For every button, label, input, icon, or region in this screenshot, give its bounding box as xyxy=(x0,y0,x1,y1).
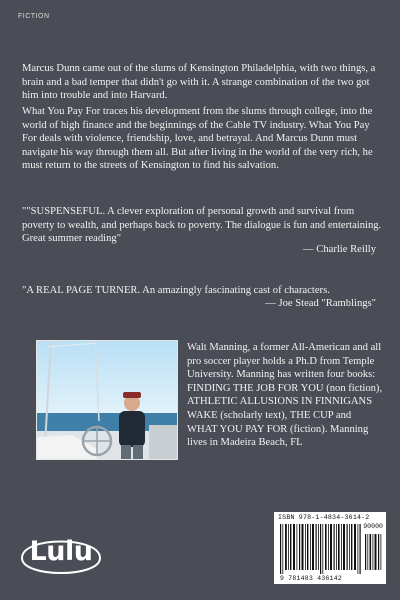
author-bio: Walt Manning, a former All-American and all pro soccer player holds a Ph.D from Temple University. Manning has written four books: FINDING THE JOB FOR YOU (non fiction), ATHLETIC ALLUSIONS IN FINNIGANS WAKE (scholarly text), THE CUP and WHAT YOU PAY FOR (fiction). Manning lives in Madeira Beach, FL xyxy=(187,342,383,449)
review-quote-1: ""SUSPENSEFUL. A clever exploration of personal growth and survival from poverty to wealth, and perhaps back to poverty. The dialogue is fun and entertaining. Great summer reading" xyxy=(22,206,382,245)
isbn-number: ISBN 978-1-4834-3614-2 xyxy=(278,514,370,521)
barcode-bars xyxy=(274,512,386,584)
author-photo-illustration xyxy=(37,341,177,459)
genre-label: FICTION xyxy=(18,13,50,20)
price-code: 90000 xyxy=(363,523,383,530)
isbn-barcode xyxy=(274,512,386,584)
blurb-paragraph-1: Marcus Dunn came out of the slums of Kensington Philadelphia, with two things, a brain and a bad temper that didn't go with it. A strange combination of the two got him into trouble and into Harvard. xyxy=(22,63,376,102)
author-photo xyxy=(36,340,178,460)
review-attribution-2: — Joe Stead "Ramblings" xyxy=(265,298,376,309)
publisher-logo xyxy=(18,528,104,584)
review-attribution-1: — Charlie Reilly xyxy=(303,244,376,255)
review-quote-2: "A REAL PAGE TURNER. An amazingly fascinating cast of characters. xyxy=(22,285,330,296)
barcode-digits: 9 781483 436142 xyxy=(280,575,343,582)
blurb-paragraph-2: What You Pay For traces his development from the slums through college, into the world of high finance and the beginnings of the Cable TV industry. What You Pay For deals with violence, friendship, love, and betrayal. And Marcus Dunn must navigate his way through them all. But after living in the world of the very rich, he must return to the streets of Kensington to find his salvation. xyxy=(22,106,373,172)
publisher-logo-text: Lulu xyxy=(29,536,93,567)
